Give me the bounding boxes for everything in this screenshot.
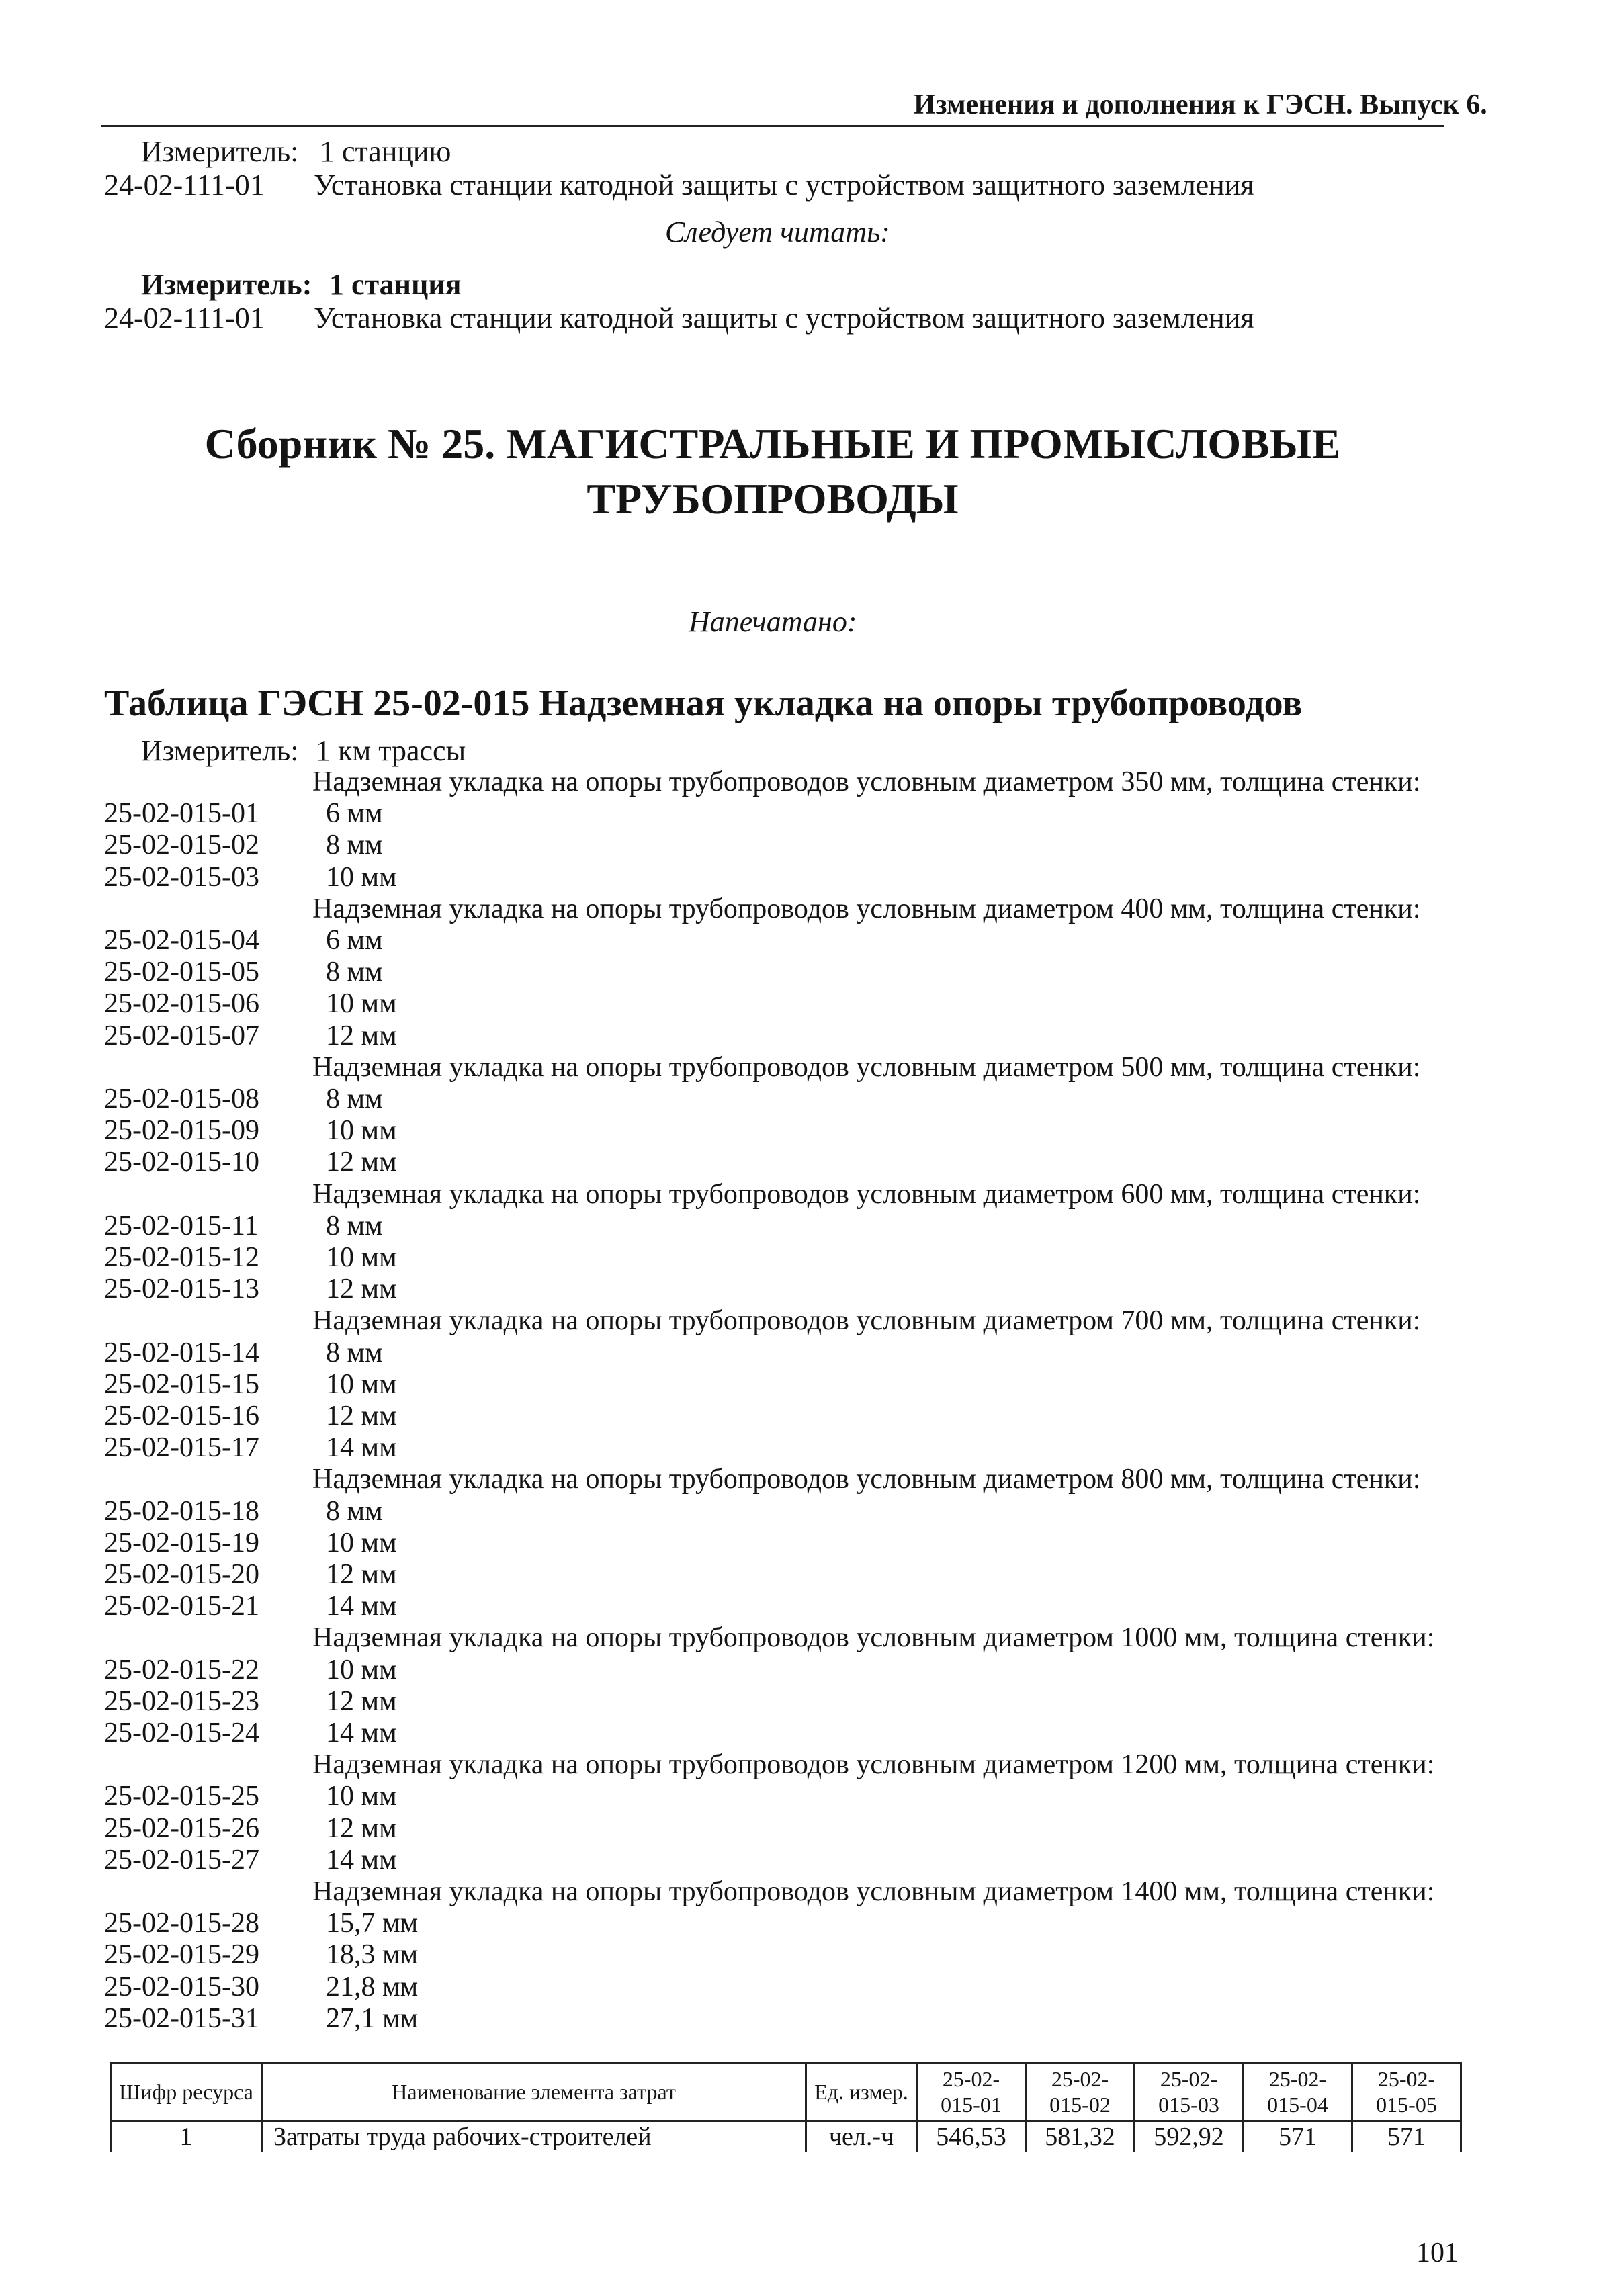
wall-thickness: 10 мм [326,1781,397,1812]
group-heading-text: Надземная укладка на опоры трубопроводов условным диаметром 1200 мм, толщина стенки: [312,1749,1435,1781]
cell-value: 571 [1244,2121,1352,2152]
cell-code: 1 [111,2121,262,2152]
norm-code: 25-02-015-06 [104,988,259,1020]
cell-value: 581,32 [1026,2121,1135,2152]
header-name: Наименование элемента затрат [262,2063,806,2121]
wall-thickness: 10 мм [326,1654,397,1685]
wall-thickness: 8 мм [326,830,383,861]
norm-code: 25-02-015-22 [104,1654,259,1685]
old-measurer-value: 1 станцию [320,135,451,168]
wall-thickness: 10 мм [326,1242,397,1273]
collection-title-line2: ТРУБОПРОВОДЫ [587,475,959,523]
norm-code: 25-02-015-11 [104,1210,259,1241]
wall-thickness: 14 мм [326,1591,397,1622]
wall-thickness: 10 мм [326,1368,397,1400]
wall-thickness: 14 мм [326,1844,397,1875]
norm-code: 25-02-015-08 [104,1084,259,1114]
table-title: Таблица ГЭСН 25-02-015 Надземная укладка на опоры трубопроводов [104,682,1303,724]
norm-code: 25-02-015-03 [104,861,259,893]
old-measurer-label: Измеритель: [141,135,299,168]
norm-code: 25-02-015-01 [104,798,259,830]
norm-code: 25-02-015-17 [104,1432,259,1464]
header-col-2: 25-02- 015-02 [1026,2063,1135,2121]
wall-thickness: 27,1 мм [326,2002,419,2034]
wall-thickness: 8 мм [326,1337,383,1368]
wall-thickness: 8 мм [326,1495,383,1527]
new-measurer-value: 1 станция [329,268,462,301]
wall-thickness: 12 мм [326,1685,397,1717]
header-col-5: 25-02- 015-05 [1352,2063,1461,2121]
norm-code: 25-02-015-31 [104,2002,259,2034]
norm-code: 25-02-015-28 [104,1908,259,1939]
page-number: 101 [1416,2238,1459,2268]
wall-thickness: 10 мм [326,861,397,893]
new-text: Установка станции катодной защиты с устройством защитного заземления [314,302,1254,335]
header-col-3: 25-02- 015-03 [1135,2063,1244,2121]
should-read-label: Следует читать: [665,216,890,249]
norm-code: 25-02-015-20 [104,1559,259,1590]
table-measurer-value: 1 км трассы [316,734,466,767]
norm-code: 25-02-015-16 [104,1401,259,1431]
group-heading-text: Надземная укладка на опоры трубопроводов условным диаметром 800 мм, толщина стенки: [312,1464,1421,1495]
wall-thickness: 12 мм [326,1401,397,1431]
norm-code: 25-02-015-12 [104,1242,259,1273]
wall-thickness: 12 мм [326,1559,397,1590]
old-code: 24-02-111-01 [104,169,265,202]
group-heading-text: Надземная укладка на опоры трубопроводов условным диаметром 500 мм, толщина стенки: [312,1051,1421,1083]
wall-thickness: 21,8 мм [326,1971,419,2002]
cell-value: 571 [1352,2121,1461,2152]
wall-thickness: 8 мм [326,1210,383,1241]
wall-thickness: 10 мм [326,988,397,1020]
wall-thickness: 6 мм [326,925,383,956]
new-measurer-label: Измеритель: [141,268,312,301]
group-heading-text: Надземная укладка на опоры трубопроводов условным диаметром 400 мм, толщина стенки: [312,893,1421,924]
norm-code: 25-02-015-24 [104,1718,259,1749]
group-heading-text: Надземная укладка на опоры трубопроводов условным диаметром 700 мм, толщина стенки: [312,1305,1421,1337]
group-heading-text: Надземная укладка на опоры трубопроводов условным диаметром 1400 мм, толщина стенки: [312,1876,1435,1907]
norm-code: 25-02-015-29 [104,1939,259,1971]
wall-thickness: 18,3 мм [326,1939,419,1971]
printed-label: Напечатано: [689,605,857,638]
wall-thickness: 12 мм [326,1274,397,1305]
resource-table [110,2062,1462,2152]
header-col-4: 25-02- 015-04 [1244,2063,1352,2121]
norm-code: 25-02-015-18 [104,1495,259,1527]
header-unit: Ед. измер. [806,2063,917,2121]
norm-code: 25-02-015-09 [104,1115,259,1147]
group-heading-text: Надземная укладка на опоры трубопроводов условным диаметром 600 мм, толщина стенки: [312,1178,1421,1210]
group-heading-text: Надземная укладка на опоры трубопроводов условным диаметром 350 мм, толщина стенки: [312,766,1421,797]
wall-thickness: 10 мм [326,1527,397,1558]
new-code: 24-02-111-01 [104,302,265,335]
norm-code: 25-02-015-13 [104,1274,259,1305]
cell-name: Затраты труда рабочих-строителей [262,2121,806,2152]
table-row [111,2121,1461,2152]
cell-unit: чел.-ч [806,2121,917,2152]
norm-code: 25-02-015-02 [104,830,259,861]
norm-code: 25-02-015-04 [104,925,259,956]
norm-code: 25-02-015-25 [104,1781,259,1812]
collection-title [101,416,1444,527]
old-text: Установка станции катодной защиты с устройством защитного заземления [314,169,1254,202]
norm-code: 25-02-015-30 [104,1971,259,2002]
wall-thickness: 8 мм [326,957,383,988]
header-col-1: 25-02- 015-01 [917,2063,1026,2121]
table-measurer-label: Измеритель: [141,734,299,767]
cell-value: 592,92 [1135,2121,1244,2152]
norm-code: 25-02-015-21 [104,1591,259,1622]
resource-table-header [111,2063,1461,2121]
norm-code: 25-02-015-14 [104,1337,259,1368]
running-header: Изменения и дополнения к ГЭСН. Выпуск 6. [914,89,1487,120]
norm-code: 25-02-015-15 [104,1368,259,1400]
norm-code: 25-02-015-10 [104,1147,259,1178]
wall-thickness: 14 мм [326,1432,397,1464]
wall-thickness: 10 мм [326,1115,397,1147]
group-heading-text: Надземная укладка на опоры трубопроводов условным диаметром 1000 мм, толщина стенки: [312,1622,1435,1654]
cell-value: 546,53 [917,2121,1026,2152]
collection-title-line1: Сборник № 25. МАГИСТРАЛЬНЫЕ И ПРОМЫСЛОВЫЕ [204,420,1341,468]
norm-code: 25-02-015-07 [104,1020,259,1051]
wall-thickness: 6 мм [326,798,383,830]
norm-code: 25-02-015-27 [104,1844,259,1875]
wall-thickness: 15,7 мм [326,1908,419,1939]
header-rule [101,125,1444,127]
header-code: Шифр ресурса [111,2063,262,2121]
wall-thickness: 14 мм [326,1718,397,1749]
norm-code: 25-02-015-19 [104,1527,259,1558]
wall-thickness: 12 мм [326,1812,397,1844]
norm-code: 25-02-015-05 [104,957,259,988]
wall-thickness: 12 мм [326,1020,397,1051]
wall-thickness: 8 мм [326,1084,383,1114]
norm-code: 25-02-015-26 [104,1812,259,1844]
wall-thickness: 12 мм [326,1147,397,1178]
norm-code: 25-02-015-23 [104,1685,259,1717]
